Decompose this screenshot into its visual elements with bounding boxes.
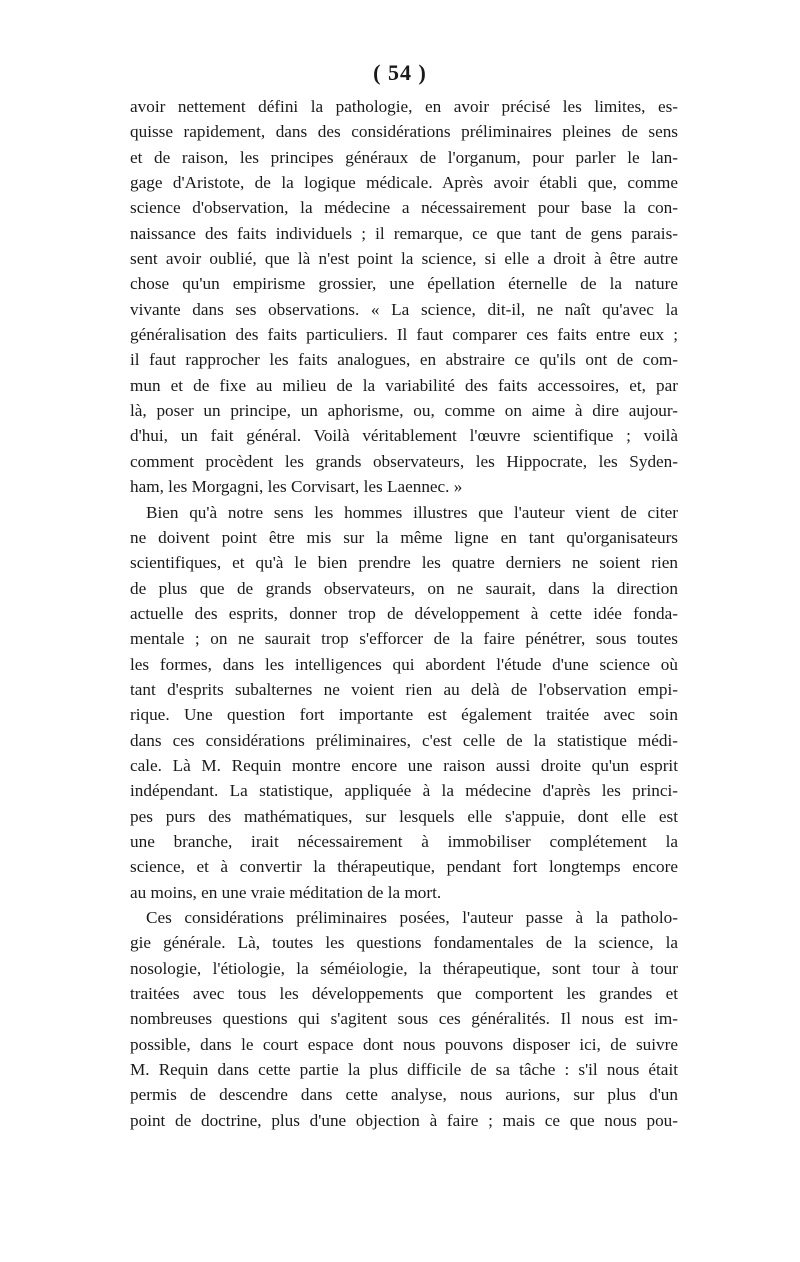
text-line: les formes, dans les intelligences qui abordent l'étude d'une science où — [130, 654, 678, 674]
text-line: science d'observation, la médecine a nécessairement pour base la con- — [130, 198, 678, 218]
text-line: il faut rapprocher les faits analogues, en abstraire ce qu'ils ont de com- — [130, 350, 678, 370]
text-line: cale. Là M. Requin montre encore une raison aussi droite qu'un esprit — [130, 755, 678, 775]
paragraph-start-line: Ces considérations préliminaires posées, l'auteur passe à la patholo- — [146, 908, 678, 927]
body-text — [130, 94, 678, 1133]
text-line: généralisation des faits particuliers. Il faut comparer ces faits entre eux ; — [130, 325, 678, 345]
text-line: d'hui, un fait général. Voilà véritablement l'œuvre scientifique ; voilà — [130, 426, 678, 446]
text-line: actuelle des esprits, donner trop de développement à cette idée fonda- — [130, 603, 678, 623]
text-line: science, et à convertir la thérapeutique, pendant fort longtemps encore — [130, 857, 678, 877]
text-line: gie générale. Là, toutes les questions fondamentales de la science, la — [130, 933, 678, 953]
text-line: naissance des faits individuels ; il remarque, ce que tant de gens parais- — [130, 223, 678, 243]
text-line: avoir nettement défini la pathologie, en avoir précisé les limites, es- — [130, 97, 678, 116]
text-line: de plus que de grands observateurs, on ne saurait, dans la direction — [130, 578, 678, 598]
text-line: permis de descendre dans cette analyse, nous aurions, sur plus d'un — [130, 1085, 678, 1105]
text-line: et de raison, les principes généraux de l'organum, pour parler le lan- — [130, 147, 678, 167]
text-line: gage d'Aristote, de la logique médicale. Après avoir établi que, comme — [130, 173, 678, 193]
text-line: au moins, en une vraie méditation de la mort. — [130, 882, 442, 902]
text-line: mentale ; on ne saurait trop s'efforcer de la faire pénétrer, sous toutes — [130, 629, 678, 649]
text-line: là, poser un principe, un aphorisme, ou, comme on aime à dire aujour- — [130, 401, 678, 421]
text-line: scientifiques, et qu'à le bien prendre les quatre derniers ne soient rien — [130, 553, 678, 573]
page-number: ( 54 ) — [373, 60, 427, 85]
paragraph-start-line: Bien qu'à notre sens les hommes illustres que l'auteur vient de citer — [146, 502, 678, 522]
text-line: rique. Une question fort importante est également traitée avec soin — [130, 705, 678, 725]
text-line: indépendant. La statistique, appliquée à la médecine d'après les princi- — [130, 781, 678, 801]
text-line: comment procèdent les grands observateurs, les Hippocrate, les Syden- — [130, 451, 678, 471]
text-line: ne doivent point être mis sur la même ligne en tant qu'organisateurs — [130, 527, 678, 547]
text-line: ham, les Morgagni, les Corvisart, les Laennec. » — [130, 477, 463, 497]
text-line: pes purs des mathématiques, sur lesquels elle s'appuie, dont elle est — [130, 806, 678, 826]
text-line: tant d'esprits subalternes ne voient rien au delà de l'observation empi- — [130, 679, 678, 699]
text-line: possible, dans le court espace dont nous pouvons disposer ici, de suivre — [130, 1034, 678, 1054]
text-line: nosologie, l'étiologie, la séméiologie, la thérapeutique, sont tour à tour — [130, 958, 678, 978]
text-line: M. Requin dans cette partie la plus difficile de sa tâche : s'il nous était — [130, 1060, 678, 1080]
text-line: mun et de fixe au milieu de la variabilité des faits accessoires, et, par — [130, 375, 678, 395]
text-line: dans ces considérations préliminaires, c'est celle de la statistique médi- — [130, 730, 678, 750]
text-line: nombreuses questions qui s'agitent sous ces généralités. Il nous est im- — [130, 1009, 678, 1029]
text-line: quisse rapidement, dans des considérations préliminaires pleines de sens — [130, 122, 678, 142]
text-line: sent avoir oublié, que là n'est point la science, si elle a droit à être autre — [130, 249, 678, 269]
text-line: une branche, irait nécessairement à immobiliser complétement la — [130, 831, 678, 851]
text-line: traitées avec tous les développements que comportent les grandes et — [130, 984, 678, 1004]
text-line: chose qu'un empirisme grossier, une épellation éternelle de la nature — [130, 274, 678, 294]
text-line: vivante dans ses observations. « La science, dit-il, ne naît qu'avec la — [130, 299, 678, 319]
text-line: point de doctrine, plus d'une objection à faire ; mais ce que nous pou- — [130, 1110, 678, 1130]
